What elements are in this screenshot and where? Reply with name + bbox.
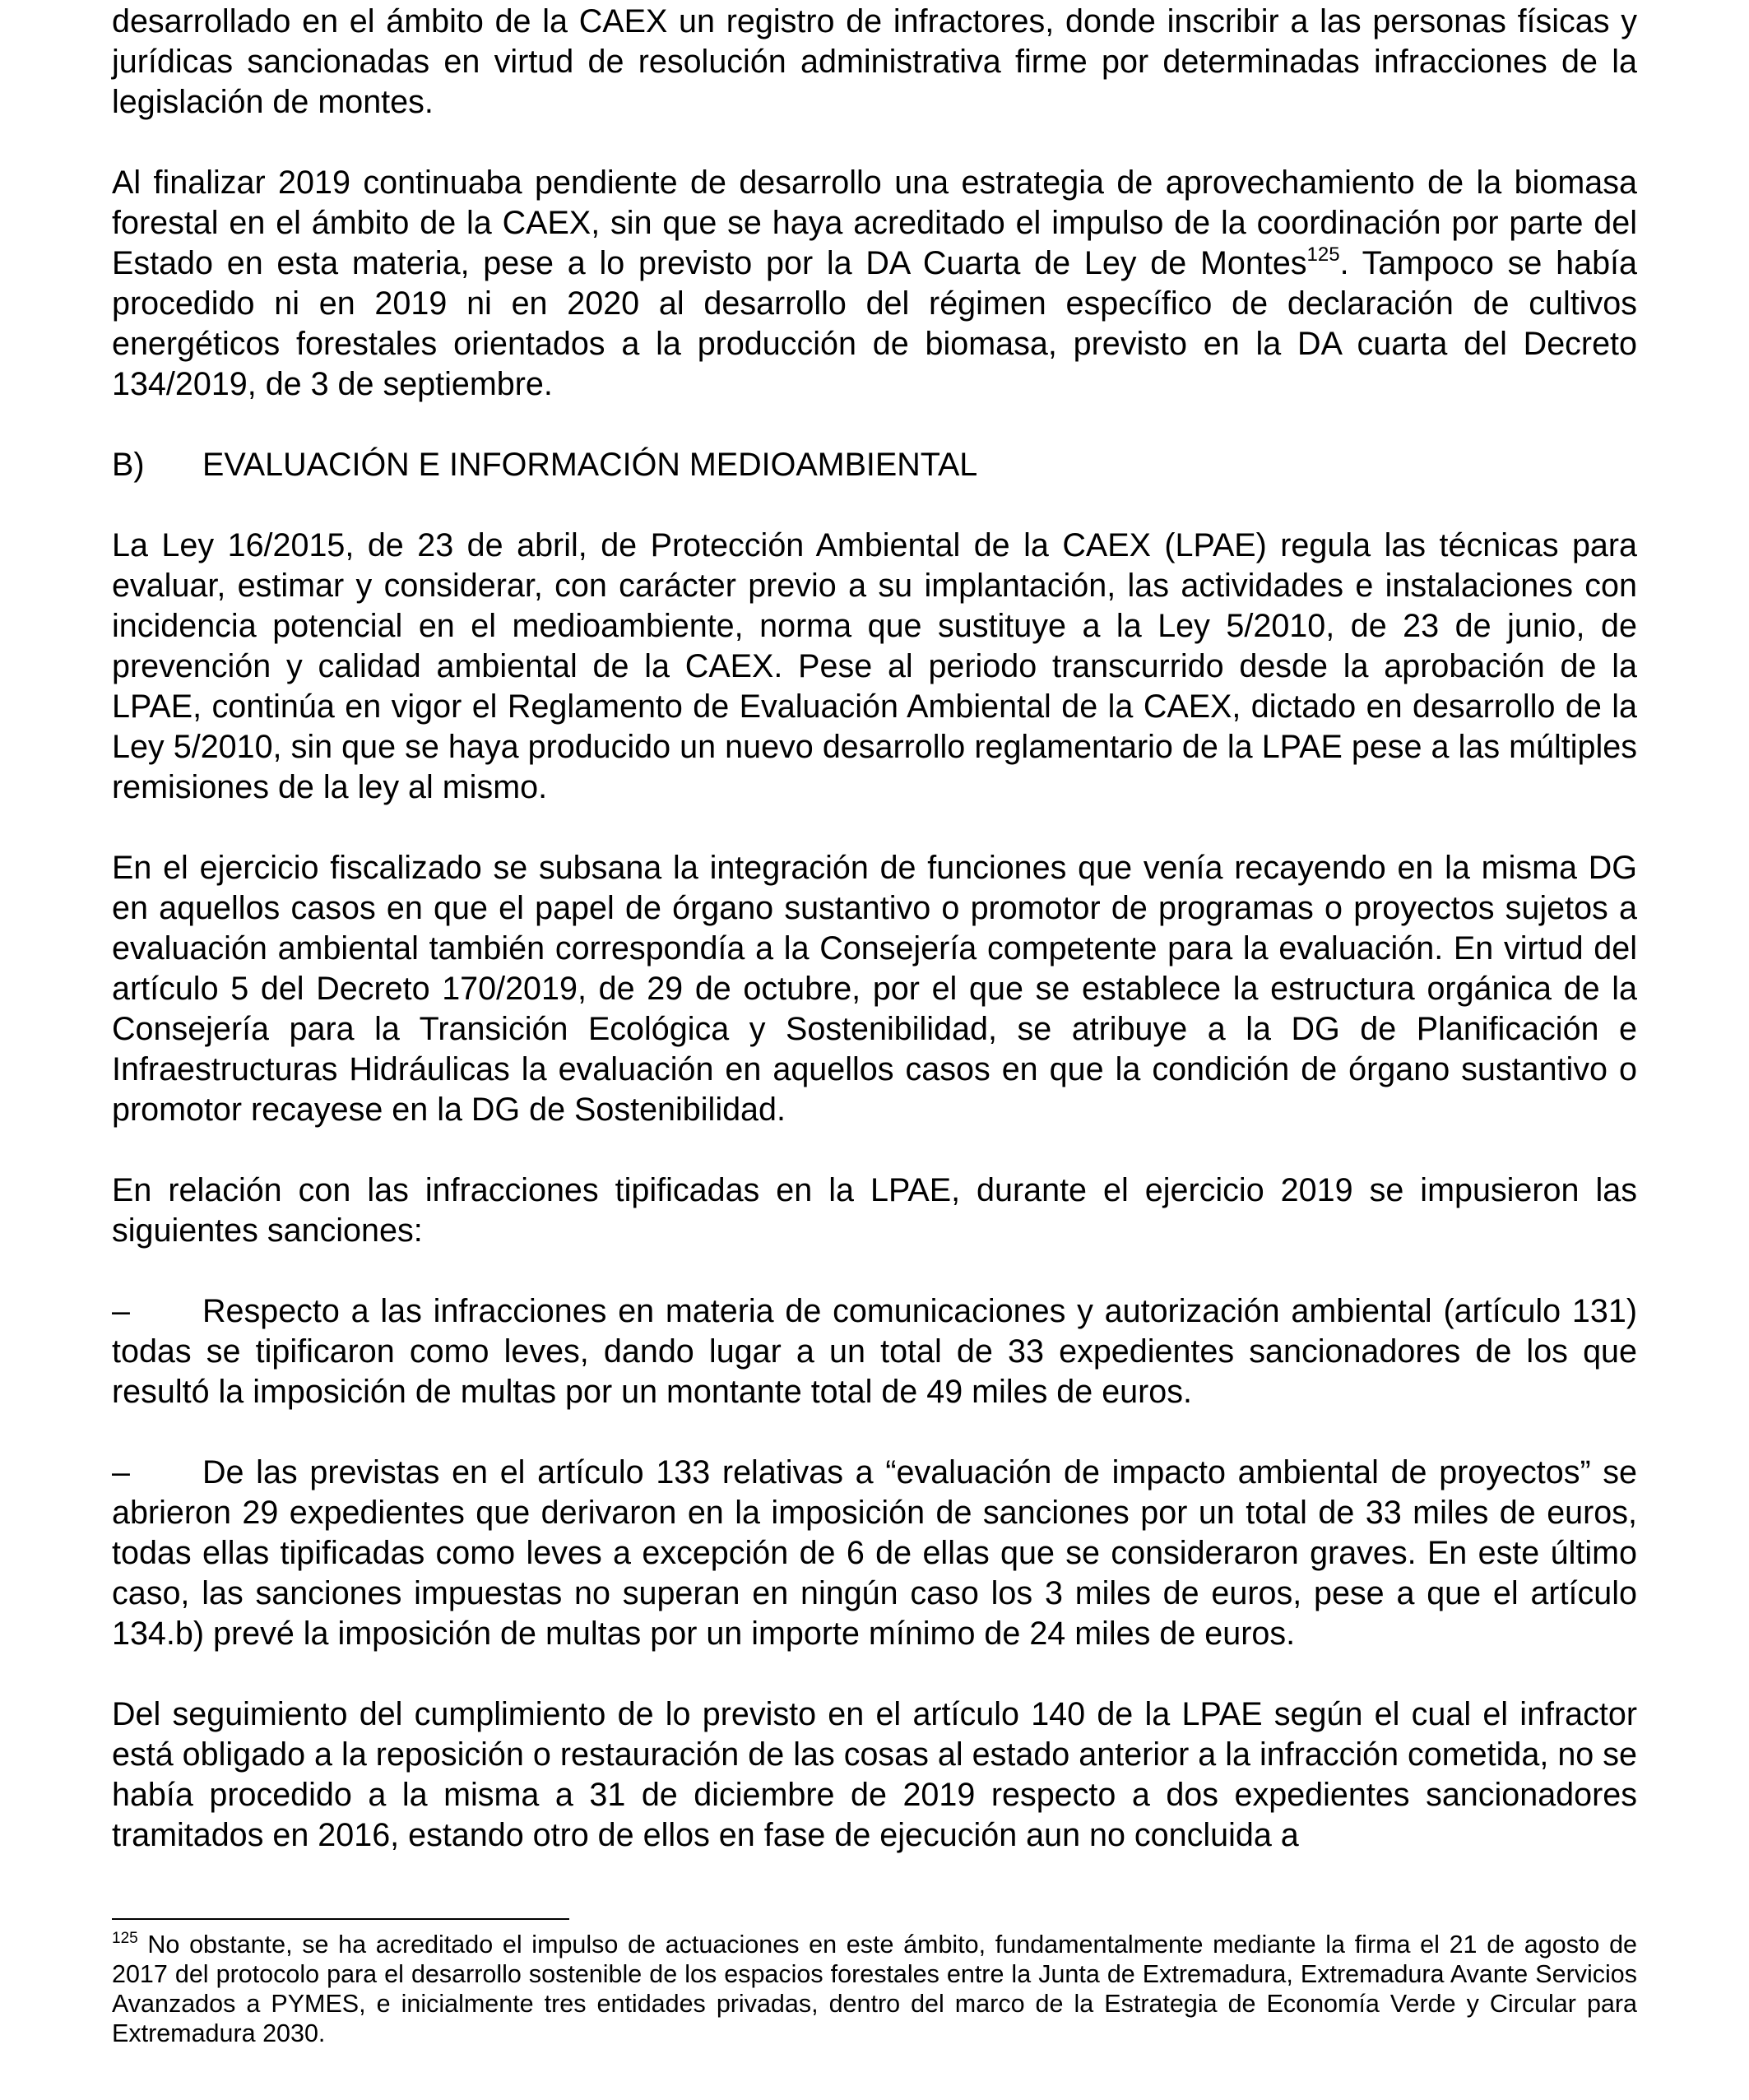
dash-bullet: – xyxy=(112,1454,130,1490)
footnote-125 xyxy=(112,1930,1637,2048)
paragraph-infracciones-intro: En relación con las infracciones tipificadas en la LPAE, durante el ejercicio 2019 se impusieron las siguientes sanciones: xyxy=(112,1172,1637,1249)
footnote-reference-125[interactable]: 125 xyxy=(1306,243,1340,266)
section-heading-letter: B) xyxy=(112,447,145,483)
paragraph-ejercicio-fiscalizado: En el ejercicio fiscalizado se subsana la integración de funciones que venía recayendo en la misma DG en aquellos casos en que el papel de órgano sustantivo o promotor de programas o proyectos sujetos a evaluación ambiental también correspondía a la Consejería competente para la evaluación. En virtud del artículo 5 del Decreto 170/2019, de 29 de octubre, por el que se establece la estructura orgánica de la Consejería para la Transición Ecológica y Sostenibilidad, se atribuye a la DG de Planificación e Infraestructuras Hidráulicas la evaluación en aquellos casos en que la condición de órgano sustantivo o promotor recayese en la DG de Sostenibilidad. xyxy=(112,850,1637,1128)
paragraph-registro-infractores: desarrollado en el ámbito de la CAEX un registro de infractores, donde inscribir a las personas físicas y jurídicas sancionadas en virtud de resolución administrativa firme por determinadas infracciones de la legislación de montes. xyxy=(112,3,1637,120)
paragraph-articulo-140: Del seguimiento del cumplimiento de lo previsto en el artículo 140 de la LPAE según el cual el infractor está obligado a la reposición o restauración de las cosas al estado anterior a la infracción cometida, no se había procedido a la misma a 31 de diciembre de 2019 respecto a dos expedientes sancionadores tramitados en 2016, estando otro de ellos en fase de ejecución aun no concluida a xyxy=(112,1696,1637,1853)
section-heading-title: EVALUACIÓN E INFORMACIÓN MEDIOAMBIENTAL xyxy=(202,447,978,483)
list-item-articulo-131 xyxy=(112,1291,1637,1412)
section-heading xyxy=(112,445,1637,485)
footnote-number: 125 xyxy=(112,1930,138,1947)
paragraph-biomasa-text-b: . Tampoco se había procedido ni en 2019 ni en 2020 al desarrollo del régimen específico de declaración de cultivos energéticos forestales orientados a la producción de biomasa, previsto en la DA cuarta del Decreto 134/2019, de 3 de septiembre. xyxy=(112,245,1637,402)
footnote-text: No obstante, se ha acreditado el impulso de actuaciones en este ámbito, fundamentalmente mediante la firma el 21 de agosto de 2017 del protocolo para el desarrollo sostenible de los espacios forestales entre la Junta de Extremadura, Extremadura Avante Servicios Avanzados a PYMES, e inicialmente tres entidades privadas, dentro del marco de la Estrategia de Economía Verde y Circular para Extremadura 2030. xyxy=(112,1931,1637,2047)
footnote-separator xyxy=(112,1918,569,1920)
body-text xyxy=(112,0,1637,1896)
dash-bullet: – xyxy=(112,1293,130,1329)
paragraph-biomasa-text-a: Al finalizar 2019 continuaba pendiente de desarrollo una estrategia de aprovechamiento de la biomasa forestal en el ámbito de la CAEX, sin que se haya acreditado el impulso de la coordinación por parte del Estado en esta materia, pese a lo previsto por la DA Cuarta de Ley de Montes xyxy=(112,165,1637,281)
list-item-articulo-133 xyxy=(112,1453,1637,1654)
paragraph-biomasa xyxy=(112,163,1637,405)
list-item-articulo-133-text: De las previstas en el artículo 133 relativas a “evaluación de impacto ambiental de proyectos” se abrieron 29 expedientes que derivaron en la imposición de sanciones por un total de 33 miles de euros, todas ellas tipificadas como leves a excepción de 6 de ellas que se consideraron graves. En este último caso, las sanciones impuestas no superan en ningún caso los 3 miles de euros, pese a que el artículo 134.b) prevé la imposición de multas por un importe mínimo de 24 miles de euros. xyxy=(112,1454,1637,1652)
list-item-articulo-131-text: Respecto a las infracciones en materia de comunicaciones y autorización ambiental (artículo 131) todas se tipificaron como leves, dando lugar a un total de 33 expedientes sancionadores de los que resultó la imposición de multas por un montante total de 49 miles de euros. xyxy=(112,1293,1637,1410)
paragraph-lpae: La Ley 16/2015, de 23 de abril, de Protección Ambiental de la CAEX (LPAE) regula las técnicas para evaluar, estimar y considerar, con carácter previo a su implantación, las actividades e instalaciones con incidencia potencial en el medioambiente, norma que sustituye a la Ley 5/2010, de 23 de junio, de prevención y calidad ambiental de la CAEX. Pese al periodo transcurrido desde la aprobación de la LPAE, continúa en vigor el Reglamento de Evaluación Ambiental de la CAEX, dictado en desarrollo de la Ley 5/2010, sin que se haya producido un nuevo desarrollo reglamentario de la LPAE pese a las múltiples remisiones de la ley al mismo. xyxy=(112,527,1637,805)
